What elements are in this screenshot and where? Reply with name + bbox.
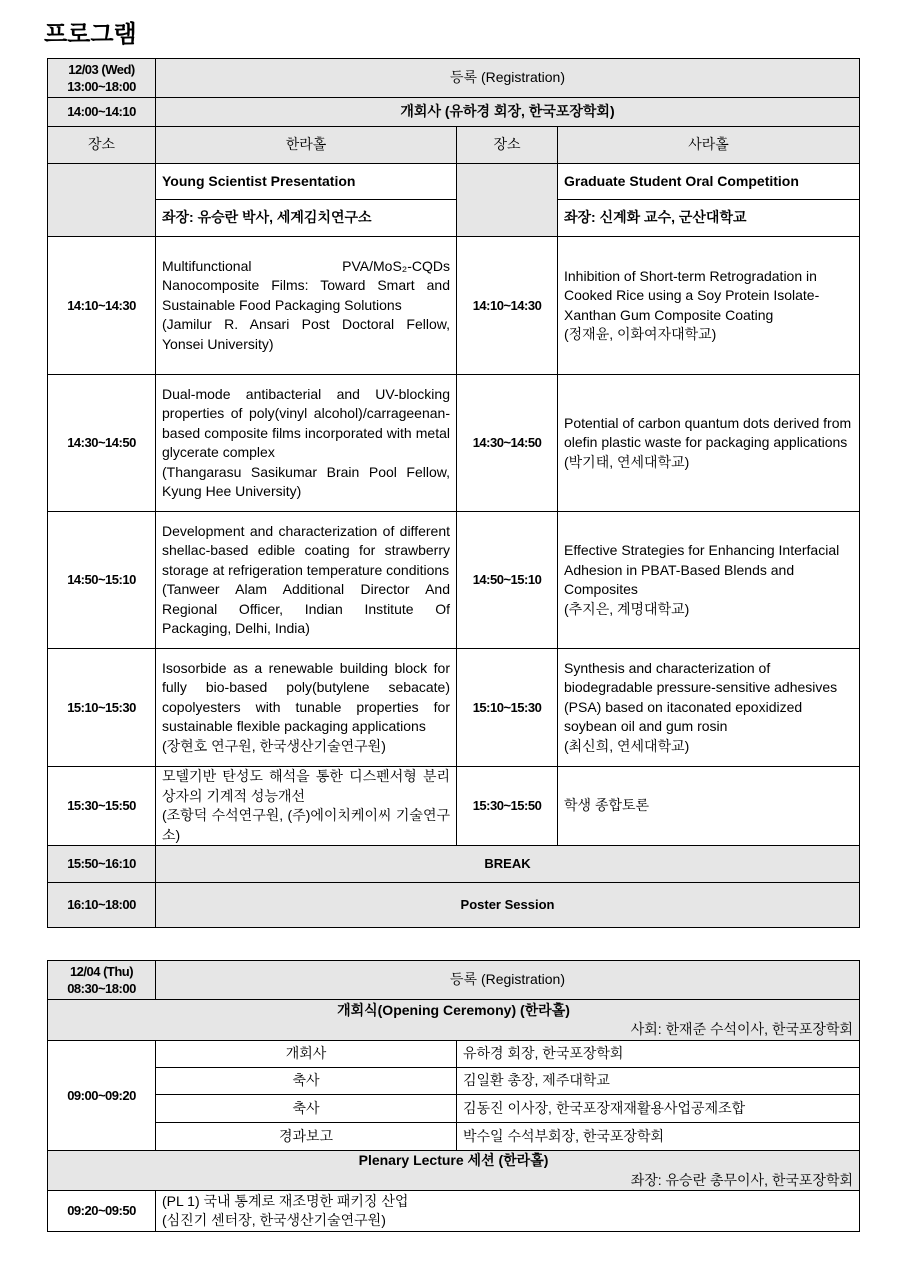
time-a: 15:10~15:30 [48, 649, 156, 767]
talk-a [156, 767, 457, 846]
session-b-title: Graduate Student Oral Competition [558, 164, 860, 200]
day1-date-cell [48, 59, 156, 98]
day2-date-cell [48, 961, 156, 1000]
page-title: 프로그램 [44, 20, 137, 48]
talk-title: Effective Strategies for Enhancing Interfacial Adhesion in PBAT-Based Blends and Composites [564, 542, 840, 597]
ceremony-person: 유하경 회장, 한국포장학회 [457, 1041, 860, 1068]
day2-reg-time: 08:30~18:00 [67, 981, 136, 996]
talk-author: (Thangarasu Sasikumar Brain Pool Fellow, Kyung Hee University) [162, 463, 450, 499]
talk-author: (추지은, 계명대학교) [564, 600, 690, 617]
ceremony-role: 개회사 [156, 1041, 457, 1068]
session-a-title: Young Scientist Presentation [156, 164, 457, 200]
time-b: 14:50~15:10 [457, 512, 558, 649]
talk-author: (박기태, 연세대학교) [564, 453, 690, 470]
talk-title: Development and characterization of different shellac-based edible coating for strawberry storage at refrigeration temperature conditions [162, 522, 450, 578]
venue-label: 장소 [48, 127, 156, 164]
table-row [48, 767, 860, 846]
empty-cell [48, 164, 156, 237]
table-row [48, 375, 860, 512]
session-b-chair: 좌장: 신계화 교수, 군산대학교 [558, 200, 860, 237]
ceremony-person: 김일환 총장, 제주대학교 [457, 1068, 860, 1095]
talk-b [558, 767, 860, 846]
day1-program-table [47, 58, 860, 928]
talk-a [156, 375, 457, 512]
break-label: BREAK [156, 846, 860, 883]
session-a-chair: 좌장: 유승란 박사, 세계김치연구소 [156, 200, 457, 237]
venue-label: 장소 [457, 127, 558, 164]
day2-date: 12/04 (Thu) [69, 964, 134, 979]
talk-author: (Jamilur R. Ansari Post Doctoral Fellow, Yonsei University) [162, 316, 450, 352]
time-a: 15:30~15:50 [48, 767, 156, 846]
pl-author: (심진기 센터장, 한국생산기술연구원) [162, 1212, 386, 1228]
break-time: 15:50~16:10 [48, 846, 156, 883]
poster-session: Poster Session [156, 883, 860, 928]
day1-date: 12/03 (Wed) [68, 62, 135, 77]
ceremony-person: 김동진 이사장, 한국포장재재활용사업공제조합 [457, 1095, 860, 1123]
talk-author: (Tanweer Alam Additional Director And Regional Officer, Indian Institute Of Packaging, Delhi, India) [162, 581, 450, 636]
pl-title: (PL 1) 국내 통계로 재조명한 패키징 산업 [162, 1192, 409, 1209]
talk-title: Synthesis and characterization of biodegradable pressure-sensitive adhesives (PSA) based on itaconated epoxidized soybean oil and gum rosin [564, 659, 838, 735]
ceremony-host: 사회: 한재준 수석이사, 한국포장학회 [630, 1021, 853, 1037]
talk-author: (최신희, 연세대학교) [564, 737, 690, 754]
day2-registration: 등록 (Registration) [156, 961, 860, 1000]
table-row [48, 649, 860, 767]
talk-title: 모델기반 탄성도 해석을 통한 디스펜서형 분리상자의 기계적 성능개선 [162, 768, 450, 804]
talk-title: Dual-mode antibacterial and UV-blocking properties of poly(vinyl alcohol)/carrageenan-based composite films incorporated with metal glycerate complex [162, 385, 450, 460]
ceremony-person: 박수일 수석부회장, 한국포장학회 [457, 1123, 860, 1151]
time-b: 15:10~15:30 [457, 649, 558, 767]
plenary-title: Plenary Lecture 세션 (한라홀) [358, 1152, 549, 1168]
time-a: 14:50~15:10 [48, 512, 156, 649]
day2-program-table [47, 960, 860, 1232]
talk-author: (조항덕 수석연구원, (주)에이치케이씨 기술연구소) [162, 807, 450, 843]
opening-time: 14:00~14:10 [48, 98, 156, 127]
plenary-chair: 좌장: 유승란 총무이사, 한국포장학회 [630, 1171, 853, 1188]
talk-a [156, 649, 457, 767]
talk-a [156, 512, 457, 649]
talk-title: Potential of carbon quantum dots derived from olefin plastic waste for packaging applications [564, 414, 852, 451]
pl-time: 09:20~09:50 [48, 1191, 156, 1232]
talk-author: (장현호 연구원, 한국생산기술연구원) [162, 737, 386, 754]
time-a: 14:10~14:30 [48, 237, 156, 375]
talk-b [558, 237, 860, 375]
poster-time: 16:10~18:00 [48, 883, 156, 928]
empty-cell [457, 164, 558, 237]
ceremony-role: 경과보고 [156, 1123, 457, 1151]
ceremony-time: 09:00~09:20 [48, 1041, 156, 1151]
talk-title: Isosorbide as a renewable building block for fully bio-based poly(butylene sebacate) copolyesters with tunable properties for sustainable flexible packaging applications [162, 659, 450, 735]
talk-b [558, 375, 860, 512]
day1-registration: 등록 (Registration) [156, 59, 860, 98]
talk-title: Multifunctional PVA/MoS₂-CQDs Nanocomposite Films: Toward Smart and Sustainable Food Packaging Solutions [162, 257, 450, 313]
time-b: 14:30~14:50 [457, 375, 558, 512]
talk-b [558, 512, 860, 649]
ceremony-header [48, 1000, 860, 1041]
day1-reg-time: 13:00~18:00 [67, 79, 136, 94]
talk-author: (정재윤, 이화여자대학교) [564, 326, 717, 342]
table-row [48, 512, 860, 649]
plenary-header [48, 1151, 860, 1191]
time-b: 14:10~14:30 [457, 237, 558, 375]
talk-b [558, 649, 860, 767]
time-b: 15:30~15:50 [457, 767, 558, 846]
talk-a [156, 237, 457, 375]
table-row [48, 237, 860, 375]
ceremony-title: 개회식(Opening Ceremony) (한라홀) [337, 1001, 570, 1018]
hall-b: 사라홀 [558, 127, 860, 164]
pl-talk [156, 1191, 860, 1232]
opening-address: 개회사 (유하경 회장, 한국포장학회) [156, 98, 860, 127]
time-a: 14:30~14:50 [48, 375, 156, 512]
ceremony-role: 축사 [156, 1068, 457, 1095]
ceremony-role: 축사 [156, 1095, 457, 1123]
talk-title: 학생 종합토론 [564, 797, 650, 814]
hall-a: 한라홀 [156, 127, 457, 164]
talk-title: Inhibition of Short-term Retrogradation in Cooked Rice using a Soy Protein Isolate-Xanthan Gum Composite Coating [564, 267, 820, 323]
